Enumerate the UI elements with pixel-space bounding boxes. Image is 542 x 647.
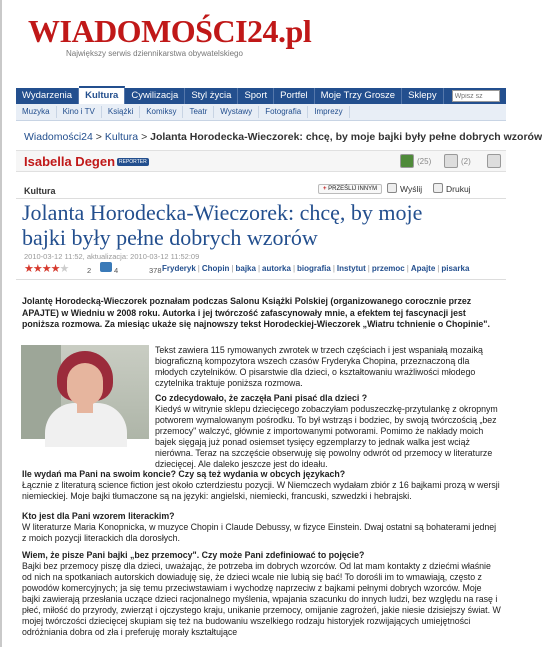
nav-tab-styl-zycia[interactable]: Styl życia [185,88,238,104]
nav-tab-portfel[interactable]: Portfel [274,88,314,104]
article-date: 2010-03-12 11:52, aktualizacja: 2010-03-12 11:52:09 [24,252,200,261]
subnav-item-komiksy[interactable]: Komiksy [140,106,183,118]
article-intro: Tekst zawiera 115 rymowanych zwrotek w trzech częściach i jest wspaniałą mozaiką biograficzną kompozytora wszech czasów Fryderyka Chopina, przeznaczoną dla młodych czytelników. O pisarstwie dla dzieci, o kształtowaniu wrażliwości młodego czytelnika traktuje poniższa rozmowa. [155,345,483,388]
share-button[interactable] [318,184,382,194]
tag-separator: | [231,264,234,273]
author-name[interactable]: Isabella Degen [24,154,116,169]
article-title [22,200,522,250]
star-icon[interactable]: ★ [32,263,42,275]
answer-2: Łącznie z literaturą science fiction jest około czterdziestu pozycji. W Niemczech wydałam zbiór z 16 bajkami prozą w wersji niemieckiej. Moje bajki tłumaczone są na języki: angielski, niemiecki, francuski, szwedzki i hebrajski. [22,480,500,501]
rating-count: 2 [87,266,92,275]
print-icon[interactable] [433,183,443,193]
star-icon[interactable]: ★ [50,263,60,275]
star-empty-icon[interactable]: ★ [59,263,69,275]
logo-main: WIADOMOŚCI [28,13,248,49]
star-icon[interactable]: ★ [41,263,51,275]
breadcrumb [24,131,542,143]
subnav-item-wystawy[interactable]: Wystawy [214,106,259,118]
reporter-badge: REPORTER [119,159,147,165]
tag-separator: | [257,264,261,273]
subnav-item-fotografia[interactable]: Fotografia [259,106,308,118]
question-2: Ile wydań ma Pani na swoim koncie? Czy są też wydania w obcych językach? [22,469,346,479]
subnav-item-imprezy[interactable]: Imprezy [308,106,349,118]
fans-icon[interactable] [444,154,458,168]
author-bar [16,150,506,172]
author-photo [21,345,149,439]
article-title-line: bajki były pełne dobrych wzorów [22,225,318,250]
comment-icon[interactable] [100,262,112,272]
question-4: Wiem, że pisze Pani bajki „bez przemocy". Czy może Pani zdefiniować to pojęcie? [22,550,365,560]
print-link[interactable]: Drukuj [446,184,471,194]
answer-3: W literaturze Maria Konopnicka, w muzyce Chopin i Claude Debussy, w fizyce Einstein. Dwaj ostatni są bohaterami jednej z moich pozycji literackich dla dorosłych. [22,522,497,543]
nav-tab-sport[interactable]: Sport [238,88,274,104]
tag-link[interactable]: Chopin [201,264,230,273]
tag-separator: | [332,264,335,273]
tag-link[interactable]: Fryderyk [162,264,196,273]
section-label: Kultura [24,186,56,196]
breadcrumb-separator: > [95,131,105,143]
tag-list [162,264,469,273]
logo-tld: .pl [278,13,312,49]
tag-link[interactable]: autorka [262,264,291,273]
question-1: Co zdecydowało, że zaczęła Pani pisać dla dzieci ? [155,393,368,403]
breadcrumb-home[interactable]: Wiadomości24 [24,131,93,143]
share-label: PRZEŚLIJ INNYM [328,186,378,192]
tag-link[interactable]: Instytut [336,264,366,273]
tag-link[interactable]: Apajte [410,264,436,273]
fans-count: (2) [461,157,471,166]
subnav-item-teatr[interactable]: Teatr [183,106,214,118]
comment-count[interactable]: 4 [114,266,119,275]
logo-number: 24 [247,13,279,49]
nav-tab-moje-trzy-grosze[interactable]: Moje Trzy Grosze [315,88,402,104]
send-link[interactable]: Wyślij [400,184,423,194]
search-input[interactable] [452,90,500,102]
nav-tab-kultura[interactable]: Kultura [79,86,125,104]
answer-4: Bajki bez przemocy piszę dla dzieci, uważając, że potrzeba im dobrych wzorców. Od lat mam kontakty z dziećmi właśnie od nich na spotkaniach autorskich dowiaduję się, że dzieci wcale nie lubią się bać! To dorośli im to wmawiają, często z powodów komercyjnych; ja się temu przeciwstawiam i wychodzę naprzeciw z bajkami pełnymi dobrych wzorców. Moje bajki zawierają przesłania uczące dzieci racjonalnego myślenia, wpajania szacunku do innych ludzi, bez względu na rasę i płeć, miłość do przyrody, zwierząt i ojczystego kraju, unikanie przemocy, omijanie zagrożeń, jakie niesie dzisiejszy świat. W mojej twórczości dziecięcej skupiam się też na budowaniu wszelkiego rodzaju historyjek rozwijających umiejętności odróżniania dobra od zła i preferuję morały kształtujące [22,561,501,637]
subnav-item-kino[interactable]: Kino i TV [57,106,102,118]
subnav-item-muzyka[interactable]: Muzyka [16,106,57,118]
tag-separator: | [406,264,409,273]
tag-separator: | [437,264,440,273]
question-3: Kto jest dla Pani wzorem literackim? [22,511,175,521]
articles-icon[interactable] [400,154,414,168]
nav-tab-wydarzenia[interactable]: Wydarzenia [16,88,79,104]
main-nav [16,88,506,104]
tag-separator: | [197,264,200,273]
tag-separator: | [292,264,296,273]
nav-tab-cywilizacja[interactable]: Cywilizacja [125,88,185,104]
site-tagline: Największy serwis dziennikarstwa obywatelskiego [66,49,243,58]
views-count: 378 [149,266,162,275]
answer-1: Kiedyś w witrynie sklepu dziecięcego zobaczyłam poduszeczkę-przytulankę z okropnym potworem wymalowanym pośrodku. To był wstrząs i bodziec, by swoją twórczością „bez przemocy" walczyć, głównie z importowanymi potworami. Pomimo że nakłady moich bajek sięgają już ponad osiemset tysięcy egzemplarzy to jednak walka jest wciąż nierówna. Teraz na szczęście obserwuję się powolny odwrót od przemocy w literaturze dziecięcej. Ale daleko jeszcze jest do ideału. [155,404,498,469]
breadcrumb-section[interactable]: Kultura [104,131,139,143]
user-icon[interactable] [487,154,501,168]
article-title-line: Jolanta Horodecka-Wieczorek: chcę, by moje [22,200,423,225]
tag-link[interactable]: przemoc [371,264,405,273]
site-logo[interactable] [28,14,311,48]
articles-count: (25) [417,157,432,166]
breadcrumb-current: Jolanta Horodecka-Wieczorek: chcę, by moje bajki były pełne dobrych wzorów [150,131,542,143]
divider [16,279,506,280]
tag-link[interactable]: biografia [297,264,331,273]
plus-icon: + [323,186,329,192]
rating-stars[interactable] [24,262,68,275]
subnav-item-ksiazki[interactable]: Książki [102,106,140,118]
article-lead: Jolantę Horodecką-Wieczorek poznałam podczas Salonu Książki Polskiej (organizowanego corocznie przez APAJTE) w Wiedniu w 2008 roku. Autorka i jej twórczość zafascynowały mnie, a efektem tej fascynacji jest poniższa rozmowa. Za miesiąc ukaże się najnowszy tekst Horodeckiej-Wieczorek „Wiatru tchnienie o Chopinie". [22,296,490,329]
nav-tab-sklepy[interactable]: Sklepy [402,88,444,104]
envelope-icon[interactable] [387,183,397,193]
tag-separator: | [367,264,370,273]
sub-nav [16,104,506,121]
divider [16,198,506,199]
tag-link[interactable]: bajka [235,264,256,273]
tag-link[interactable]: pisarka [441,264,470,273]
star-icon[interactable]: ★ [24,263,33,275]
breadcrumb-separator: > [141,131,151,143]
